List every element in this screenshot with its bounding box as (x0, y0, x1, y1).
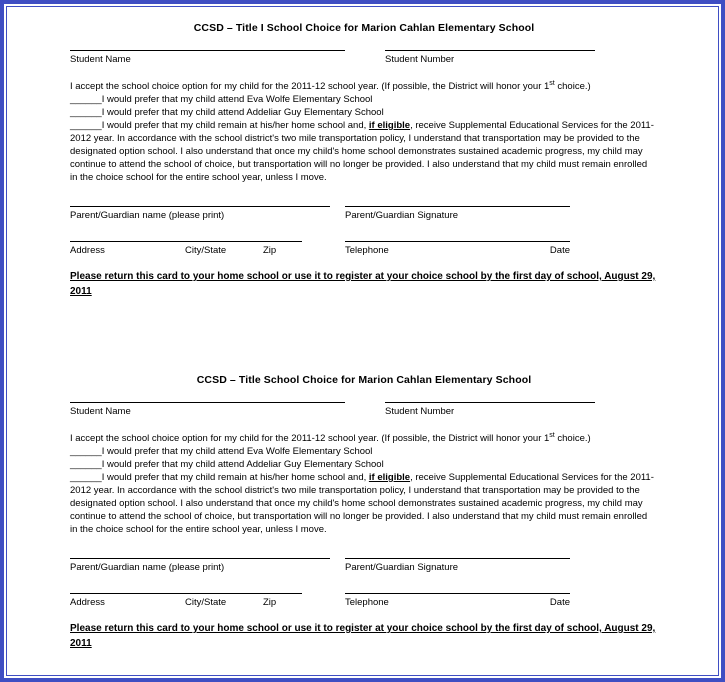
signature-row (70, 558, 658, 573)
signature-row (70, 206, 658, 221)
if-eligible-emphasis: if eligible (368, 120, 411, 131)
address-labels (70, 594, 302, 608)
choice-addeliar-guy: ______I would prefer that my child attend Addeliar Guy Elementary School (70, 459, 384, 470)
telephone-labels (345, 242, 570, 256)
choice-remain-text: ______I would prefer that my child remain at his/her home school and, (70, 120, 369, 131)
choice-remain-text: ______I would prefer that my child remain at his/her home school and, (70, 472, 369, 483)
address-labels (70, 242, 302, 256)
parent-signature-label: Parent/Guardian Signature (345, 210, 459, 221)
student-name-field (70, 50, 345, 65)
choice-remain-home (70, 119, 656, 184)
intro-line (70, 432, 656, 445)
parent-signature-field (345, 206, 570, 221)
document-content (7, 7, 718, 651)
telephone-labels (345, 594, 570, 608)
parent-name-label: Parent/Guardian name (please print) (70, 210, 225, 221)
address-field (70, 593, 302, 608)
student-number-field (385, 50, 595, 65)
parent-signature-label: Parent/Guardian Signature (345, 562, 459, 573)
address-row (70, 593, 658, 608)
intro-text-end: choice.) (554, 81, 591, 92)
return-instructions (70, 270, 658, 299)
parent-signature-field (345, 558, 570, 573)
choice-eva-wolfe: ______I would prefer that my child attend Eva Wolfe Elementary School (70, 446, 373, 457)
parent-name-label: Parent/Guardian name (please print) (70, 562, 225, 573)
agreement-text (70, 80, 656, 184)
student-info-row (70, 50, 658, 65)
choice-remain-text-end: , receive Supplemental Educational Services for the 2011-2012 year. In accordance with the school district's two mile transportation policy, I understand that transportation may be provided to the designated option school. I also understand that once my child's home school demonstrates sustained academic progress, my child may continue to attend the school of choice, but transportation will no longer be provided. I also understand that my child must remain enrolled in the choice school for the entire school year, unless I move. (70, 472, 654, 535)
choice-eva-wolfe: ______I would prefer that my child attend Eva Wolfe Elementary School (70, 94, 373, 105)
page-border-inner (6, 6, 719, 676)
zip-label: Zip (263, 245, 277, 256)
return-instructions-line2: 2011 (70, 285, 92, 297)
date-label: Date (549, 597, 570, 608)
intro-text-end: choice.) (554, 433, 591, 444)
form-title: CCSD – Title I School Choice for Marion Cahlan Elementary School (193, 22, 535, 34)
telephone-field (345, 593, 570, 608)
if-eligible-emphasis: if eligible (368, 472, 411, 483)
city-state-label: City/State (185, 245, 227, 256)
return-instructions (70, 622, 658, 651)
student-name-label: Student Name (70, 54, 131, 65)
intro-superscript: st (549, 79, 555, 87)
intro-text: I accept the school choice option for my child for the 2011-12 school year. (If possible, the District will honor your 1 (70, 81, 550, 92)
return-instructions-line1: Please return this card to your home school or use it to register at your choice school by the first day of school, August 29, (70, 623, 656, 634)
parent-name-field (70, 558, 330, 573)
zip-label: Zip (263, 597, 277, 608)
date-label: Date (549, 245, 570, 256)
telephone-label: Telephone (345, 597, 389, 608)
student-name-label: Student Name (70, 406, 131, 417)
agreement-text (70, 432, 656, 536)
address-field (70, 241, 302, 256)
student-number-label: Student Number (385, 406, 455, 417)
choice-remain-text-end: , receive Supplemental Educational Services for the 2011-2012 year. In accordance with the school district's two mile transportation policy, I understand that transportation may be provided to the designated option school. I also understand that once my child's home school demonstrates sustained academic progress, my child may continue to attend the school of choice, but transportation will no longer be provided. I also understand that my child must remain enrolled in the choice school for the entire school year, unless I move. (70, 120, 654, 183)
address-label: Address (70, 597, 105, 608)
city-state-label: City/State (185, 597, 227, 608)
school-choice-form-2 (70, 359, 658, 651)
student-info-row (70, 402, 658, 417)
intro-text: I accept the school choice option for my child for the 2011-12 school year. (If possible, the District will honor your 1 (70, 433, 550, 444)
address-label: Address (70, 245, 105, 256)
telephone-field (345, 241, 570, 256)
intro-line (70, 80, 656, 93)
choice-remain-home (70, 471, 656, 536)
student-number-label: Student Number (385, 54, 455, 65)
return-instructions-line2: 2011 (70, 637, 92, 649)
school-choice-form-1 (70, 7, 658, 299)
telephone-label: Telephone (345, 245, 389, 256)
form-title: CCSD – Title School Choice for Marion Cahlan Elementary School (196, 374, 532, 386)
student-name-field (70, 402, 345, 417)
parent-name-field (70, 206, 330, 221)
return-instructions-line1: Please return this card to your home school or use it to register at your choice school by the first day of school, August 29, (70, 271, 656, 282)
address-row (70, 241, 658, 256)
intro-superscript: st (549, 431, 555, 439)
choice-addeliar-guy: ______I would prefer that my child attend Addeliar Guy Elementary School (70, 107, 384, 118)
student-number-field (385, 402, 595, 417)
